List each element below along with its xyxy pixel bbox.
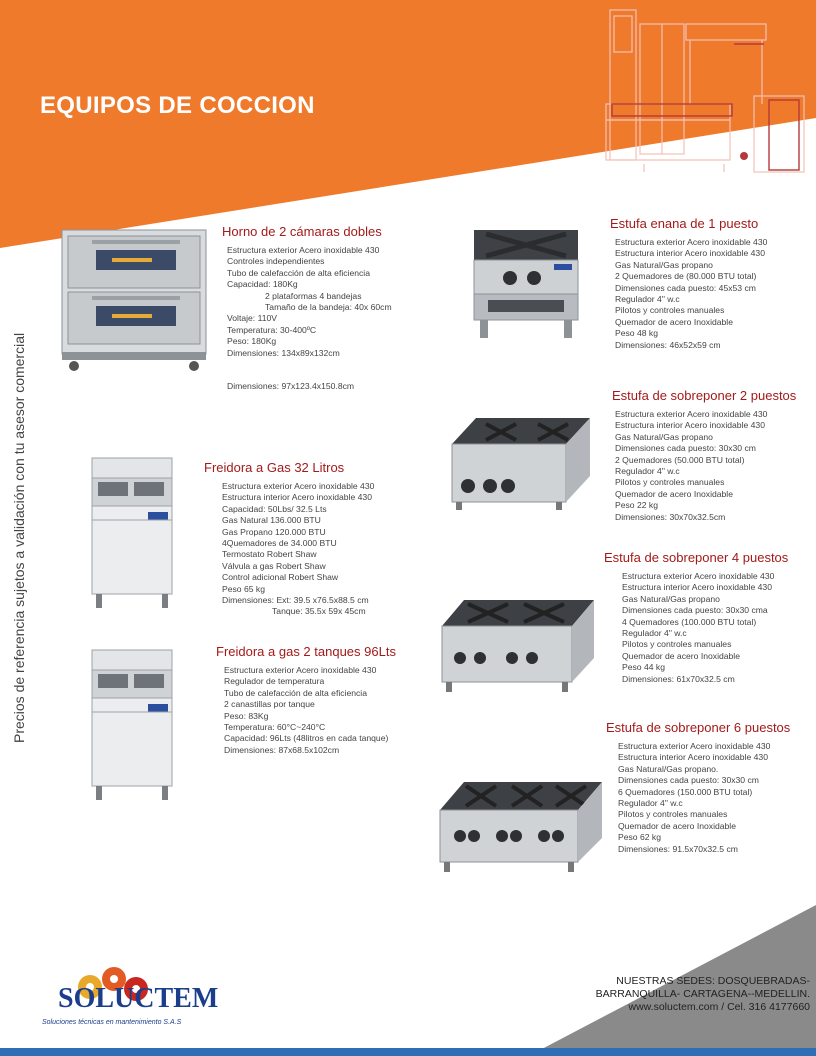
product-oven bbox=[222, 224, 392, 392]
spec-item: Dimensiones: 61x70x32.5 cm bbox=[622, 673, 735, 684]
spec-item: Tamaño de la bandeja: 40x 60cm bbox=[265, 302, 392, 313]
stock-pot-stove-image bbox=[466, 220, 586, 344]
spec-item: Estructura interior Acero inoxidable 430 bbox=[615, 420, 765, 431]
spec-item: Pilotos y controles manuales bbox=[618, 809, 728, 820]
spec-item: Estructura exterior Acero inoxidable 430 bbox=[615, 237, 768, 247]
spec-item: Tubo de calefacción de alta eficiencia bbox=[227, 267, 371, 278]
six-burner-stove-image bbox=[436, 778, 606, 876]
spec-item: Dimensiones: 134x89x132cm bbox=[227, 347, 340, 358]
two-burner-stove-image bbox=[446, 410, 596, 514]
spec-item: Voltaje: 110V bbox=[227, 313, 278, 324]
spec-item: Estructura exterior Acero inoxidable 430 bbox=[224, 665, 377, 675]
company-logo bbox=[30, 965, 270, 1035]
spec-item: Termostato Robert Shaw bbox=[222, 549, 317, 560]
spec-item: 6 Quemadores (150.000 BTU total) bbox=[618, 786, 753, 797]
spec-item: Temperatura: 30-400ºC bbox=[227, 324, 317, 335]
spec-item: 2 Quemadores (50.000 BTU total) bbox=[615, 454, 745, 465]
spec-item: Regulador 4" w.c bbox=[618, 798, 683, 809]
spec-item: Regulador 4" w.c bbox=[615, 294, 680, 305]
spec-item: Dimensiones cada puesto: 30x30 cma bbox=[622, 605, 768, 616]
spec-item: Dimensiones cada puesto: 30x30 cm bbox=[618, 775, 759, 786]
spec-item: Dimensiones cada puesto: 45x53 cm bbox=[615, 282, 756, 293]
spec-item: Quemador de acero Inoxidable bbox=[618, 820, 737, 831]
spec-item: Estructura interior Acero inoxidable 430 bbox=[622, 582, 772, 593]
spec-item: Peso: 180Kg bbox=[227, 336, 277, 347]
spec-item: 2 plataformas 4 bandejas bbox=[265, 290, 362, 301]
spec-item: Válvula a gas Robert Shaw bbox=[222, 560, 326, 571]
spec-item: Dimensiones: Ext: 39.5 x76.5x88.5 cm bbox=[222, 595, 369, 606]
spec-item: Estructura exterior Acero inoxidable 430 bbox=[222, 481, 375, 491]
fryer-image bbox=[86, 454, 196, 612]
spec-item: Dimensiones: 87x68.5x102cm bbox=[224, 744, 340, 755]
product-title: Freidora a Gas 32 Litros bbox=[204, 460, 345, 475]
product-four-burner-stove bbox=[604, 550, 788, 685]
product-stock-pot-stove bbox=[610, 216, 767, 351]
double-fryer-image bbox=[86, 646, 196, 804]
spec-item: 4Quemadores de 34.000 BTU bbox=[222, 538, 337, 549]
spec-item: Peso: 83Kg bbox=[224, 710, 269, 721]
spec-item: Dimensiones: 30x70x32.5cm bbox=[615, 511, 726, 522]
product-title: Estufa enana de 1 puesto bbox=[610, 216, 759, 231]
spec-item: Peso 48 kg bbox=[615, 328, 658, 339]
spec-item: Estructura exterior Acero inoxidable 430 bbox=[615, 409, 768, 419]
spec-item: Regulador de temperatura bbox=[224, 676, 325, 687]
spec-item: Quemador de acero Inoxidable bbox=[622, 650, 741, 661]
spec-item: 4 Quemadores (100.000 BTU total) bbox=[622, 616, 757, 627]
logo-wordmark: SOLUCTEM bbox=[58, 983, 219, 1014]
spec-item: Peso 44 kg bbox=[622, 662, 665, 673]
footer-line: BARRANQUILLA- CARTAGENA--MEDELLIN. bbox=[595, 988, 810, 1000]
spec-item: Dimensiones: 91.5x70x32.5 cm bbox=[618, 843, 738, 854]
product-fryer-32l bbox=[204, 460, 374, 618]
spec-item: Tanque: 35.5x 59x 45cm bbox=[272, 606, 366, 617]
spec-item: Estructura exterior Acero inoxidable 430 bbox=[618, 741, 771, 751]
product-title: Estufa de sobreponer 6 puestos bbox=[606, 720, 791, 735]
footer-line: NUESTRAS SEDES: DOSQUEBRADAS- bbox=[616, 975, 810, 987]
four-burner-stove-image bbox=[438, 596, 598, 696]
product-title: Estufa de sobreponer 4 puestos bbox=[604, 550, 789, 565]
spec-item: Gas Natural/Gas propano bbox=[615, 259, 713, 270]
spec-item: Quemador de acero Inoxidable bbox=[615, 488, 734, 499]
spec-item: Gas Natural 136.000 BTU bbox=[222, 515, 321, 526]
product-two-burner-stove bbox=[612, 388, 796, 523]
product-six-burner-stove bbox=[606, 720, 790, 855]
spec-item: Estructura interior Acero inoxidable 430 bbox=[222, 492, 372, 503]
spec-item: Dimensiones: 46x52x59 cm bbox=[615, 339, 721, 350]
logo-tagline: Soluciones técnicas en mantenimiento S.A.S bbox=[42, 1019, 182, 1026]
spec-item: Dimensiones: 97x123.4x150.8cm bbox=[227, 381, 355, 392]
spec-item: Controles independientes bbox=[227, 256, 325, 267]
spec-item: Estructura interior Acero inoxidable 430 bbox=[618, 752, 768, 763]
spec-item: Peso 65 kg bbox=[222, 583, 265, 594]
spec-item: Estructura exterior Acero inoxidable 430 bbox=[622, 571, 775, 581]
spec-item: Gas Propano 120.000 BTU bbox=[222, 526, 326, 537]
spec-item: Capacidad: 180Kg bbox=[227, 279, 298, 290]
spec-item: Peso 62 kg bbox=[618, 832, 661, 843]
spec-item: 2 canastillas por tanque bbox=[224, 699, 315, 710]
spec-item: Temperatura: 60°C~240°C bbox=[224, 722, 326, 733]
product-double-fryer bbox=[216, 644, 396, 756]
spec-item: Tubo de calefacción de alta eficiencia bbox=[224, 687, 368, 698]
kitchen-illustration bbox=[604, 4, 810, 176]
spec-item: Capacidad: 96Lts (48litros en cada tanque) bbox=[224, 733, 389, 744]
spec-item: Pilotos y controles manuales bbox=[615, 305, 725, 316]
spec-item: Peso 22 kg bbox=[615, 500, 658, 511]
spec-item: Regulador 4" w.c bbox=[622, 628, 687, 639]
spec-item: Estructura interior Acero inoxidable 430 bbox=[615, 248, 765, 259]
spec-item: Estructura exterior Acero inoxidable 430 bbox=[227, 245, 380, 255]
spec-item: Capacidad: 50Lbs/ 32.5 Lts bbox=[222, 503, 327, 514]
footer-contact bbox=[596, 975, 810, 1014]
spec-item: Gas Natural/Gas propano. bbox=[618, 763, 719, 774]
product-title: Freidora a gas 2 tanques 96Lts bbox=[216, 644, 396, 659]
spec-item: Regulador 4" w.c bbox=[615, 466, 680, 477]
spec-item: Dimensiones cada puesto: 30x30 cm bbox=[615, 443, 756, 454]
spec-item: Control adicional Robert Shaw bbox=[222, 572, 339, 583]
spec-item: Pilotos y controles manuales bbox=[622, 639, 732, 650]
spec-item: Gas Natural/Gas propano bbox=[622, 593, 720, 604]
bottom-bar bbox=[0, 1048, 816, 1056]
spec-item: Gas Natural/Gas propano bbox=[615, 431, 713, 442]
side-disclaimer: Precios de referencia sujetos a validación con tu asesor comercial bbox=[11, 332, 27, 743]
product-title: Horno de 2 cámaras dobles bbox=[222, 224, 382, 239]
spec-item: 2 Quemadores de (80.000 BTU total) bbox=[615, 271, 757, 282]
footer-website-link[interactable]: www.soluctem.com / Cel. 316 4177660 bbox=[628, 1001, 810, 1013]
spec-item: Pilotos y controles manuales bbox=[615, 477, 725, 488]
product-title: Estufa de sobreponer 2 puestos bbox=[612, 388, 797, 403]
spec-item: Quemador de acero Inoxidable bbox=[615, 316, 734, 327]
oven-image bbox=[52, 222, 216, 372]
page-title: EQUIPOS DE COCCION bbox=[40, 92, 315, 119]
